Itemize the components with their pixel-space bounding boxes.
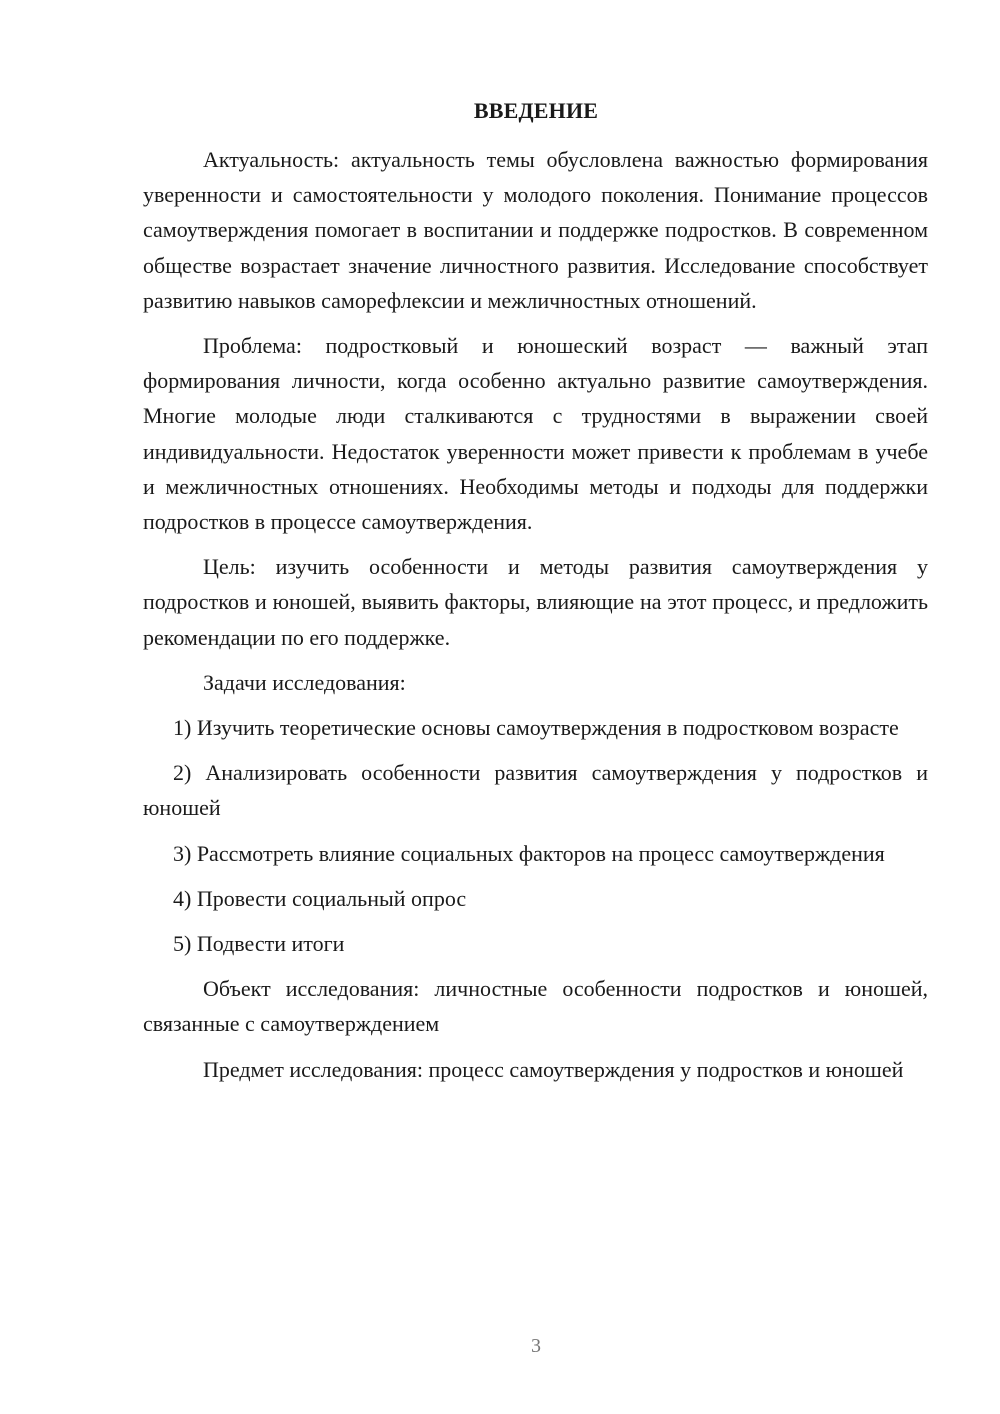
document-body [143,142,928,1087]
subject-paragraph: Предмет исследования: процесс самоутверждения у подростков и юношей [203,1056,904,1082]
task-item: 2) Анализировать особенности развития самоутверждения у подростков и юношей [143,760,928,821]
task-item: 5) Подвести итоги [173,931,345,957]
task-item: 1) Изучить теоретические основы самоутверждения в подростковом возрасте [173,715,899,741]
object-paragraph: Объект исследования: личностные особенности подростков и юношей, связанные с самоутверждением [143,976,928,1037]
relevance-paragraph: Актуальность: актуальность темы обусловлена важностью формирования уверенности и самостоятельности у молодого поколения. Понимание процессов самоутверждения помогает в воспитании и поддержке подростков. В современном обществе возрастает значение личностного развития. Исследование способствует развитию навыков саморефлексии и межличностных отношений. [143,147,928,313]
page-title: ВВЕДЕНИЕ [473,98,599,123]
task-item: 3) Рассмотреть влияние социальных факторов на процесс самоутверждения [173,840,885,866]
task-item: 4) Провести социальный опрос [173,885,467,911]
page-number: 3 [531,1335,541,1357]
tasks-title: Задачи исследования: [203,669,406,695]
goal-paragraph: Цель: изучить особенности и методы развития самоутверждения у подростков и юношей, выявить факторы, влияющие на этот процесс, и предложить рекомендации по его поддержке. [143,554,928,650]
problem-paragraph: Проблема: подростковый и юношеский возраст — важный этап формирования личности, когда особенно актуально развитие самоутверждения. Многие молодые люди сталкиваются с трудностями в выражении своей индивидуальности. Недостаток уверенности может привести к проблемам в учебе и межличностных отношениях. Необходимы методы и подходы для поддержки подростков в процессе самоутверждения. [143,333,928,535]
